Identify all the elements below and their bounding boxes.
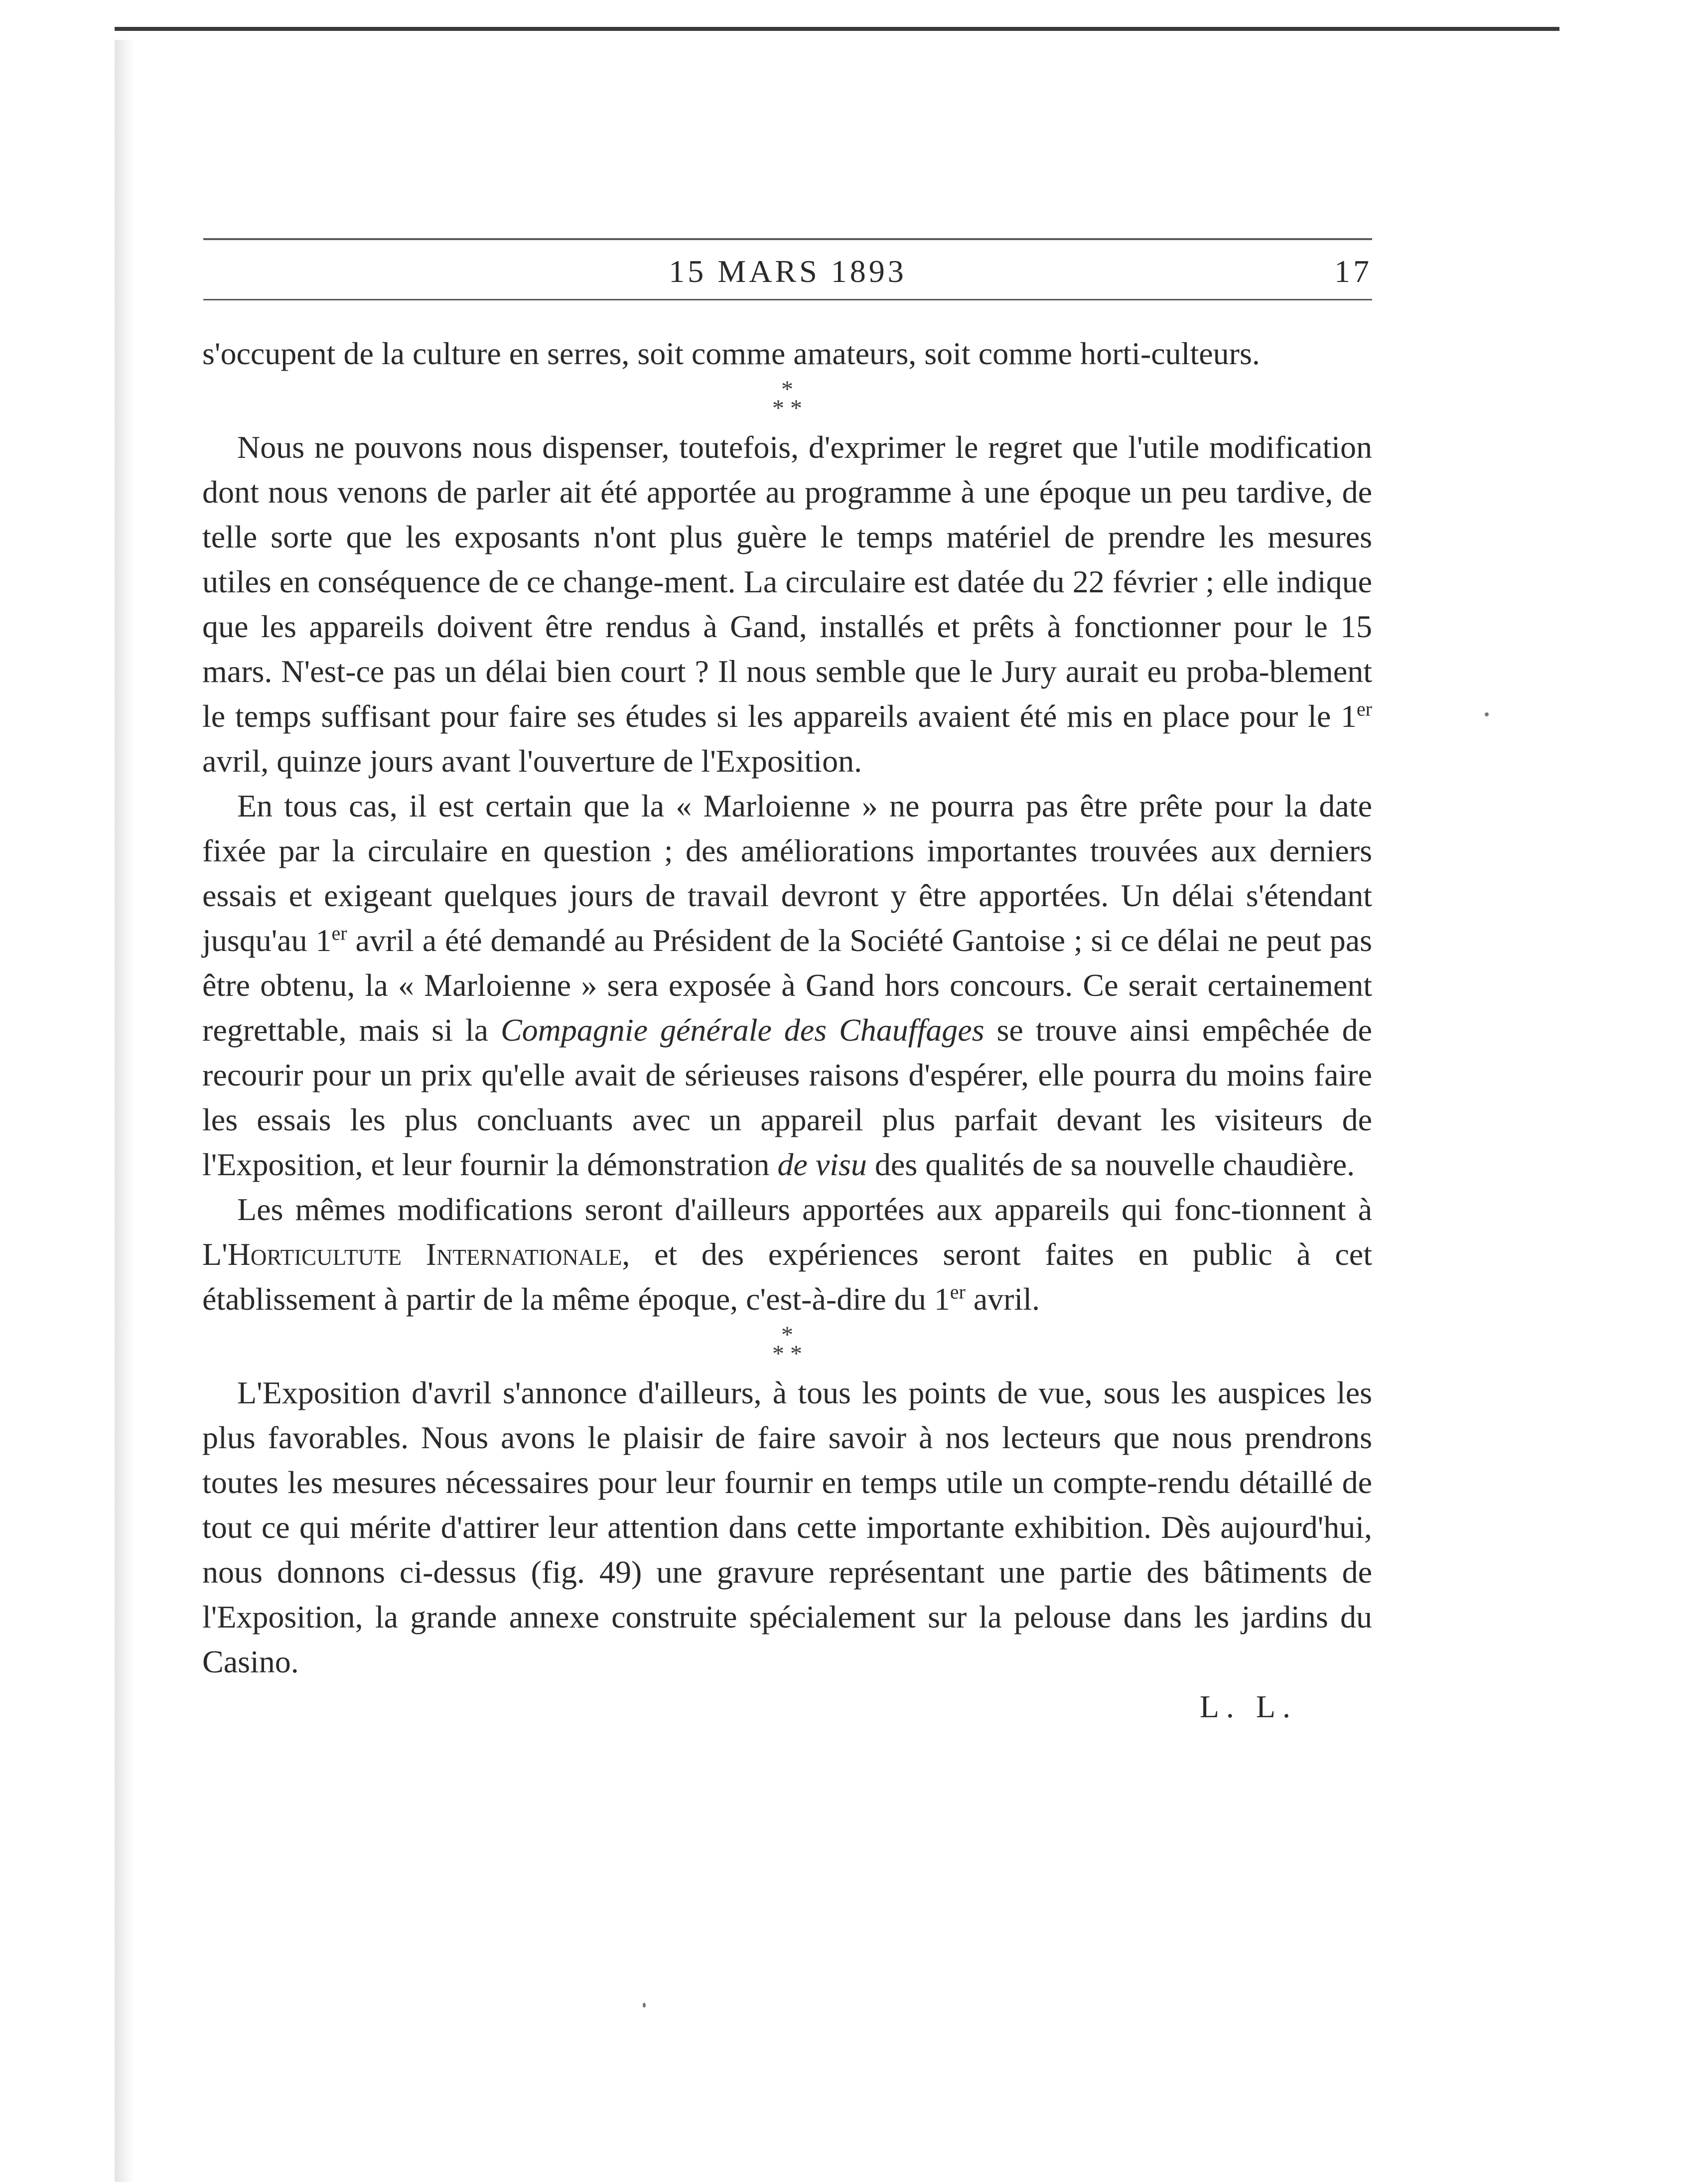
running-header (203, 249, 1372, 294)
asterism-2: * * * (772, 1322, 802, 1367)
article-body (202, 331, 1372, 1729)
paragraph-4: Les mêmes modifications seront d'ailleurs apportées aux appareils qui fonc-tionnent à L'Horticultute Internationale, et des expériences seront faites en public à cet établissement à partir de la même époque, c'est-à-dire du 1er avril. (202, 1192, 1372, 1317)
header-rule-bottom (203, 299, 1372, 300)
header-rule-top (203, 238, 1372, 240)
scan-shadow (115, 40, 135, 2182)
signature: L. L. (1199, 1689, 1297, 1724)
header-date: 15 MARS 1893 (669, 254, 907, 289)
asterism-1: * * * (772, 376, 802, 421)
page-top-edge (115, 27, 1559, 31)
paragraph-3: En tous cas, il est certain que la « Marloienne » ne pourra pas être prête pour la date fixée par la circulaire en question ; des améliorations importantes trouvées aux derniers essais et exigeant quelques jours de travail devront y être apportées. Un délai s'étendant jusqu'au 1er avril a été demandé au Président de la Société Gantoise ; si ce délai ne peut pas être obtenu, la « Marloienne » sera exposée à Gand hors concours. Ce serait certainement regrettable, mais si la Compagnie générale des Chauffages se trouve ainsi empêchée de recourir pour un prix qu'elle avait de sérieuses raisons d'espérer, elle pourra du moins faire les essais les plus concluants avec un appareil plus parfait devant les visiteurs de l'Exposition, et leur fournir la démonstration de visu des qualités de sa nouvelle chaudière. (202, 788, 1373, 1182)
scan-speck (1485, 712, 1489, 716)
scan-speck (643, 2003, 646, 2008)
page-number: 17 (1334, 254, 1372, 289)
paragraph-1: s'occupent de la culture en serres, soit comme amateurs, soit comme horti-culteurs. (202, 336, 1260, 371)
paragraph-5: L'Exposition d'avril s'annonce d'ailleurs, à tous les points de vue, sous les auspices les plus favorables. Nous avons le plaisir de faire savoir à nos lecteurs que nous prendrons toutes les mesures nécessaires pour leur fournir en temps utile un compte-rendu détaillé de tout ce qui mérite d'attirer leur attention dans cette importante exhibition. Dès aujourd'hui, nous donnons ci-dessus (fig. 49) une gravure représentant une partie des bâtiments de l'Exposition, la grande annexe construite spécialement sur la pelouse dans les jardins du Casino. (202, 1375, 1372, 1679)
company-name: Compagnie générale des Chauffages (500, 1012, 985, 1048)
institution-name: L'Horticultute Internationale (202, 1236, 622, 1272)
paragraph-2: Nous ne pouvons nous dispenser, toutefois, d'exprimer le regret que l'utile modification dont nous venons de parler ait été apportée au programme à une époque un peu tardive, de telle sorte que les exposants n'ont plus guère le temps matériel de prendre les mesures utiles en conséquence de ce change-ment. La circulaire est datée du 22 février ; elle indique que les appareils doivent être rendus à Gand, installés et prêts à fonctionner pour le 15 mars. N'est-ce pas un délai bien court ? Il nous semble que le Jury aurait eu proba-blement le temps suffisant pour faire ses études si les appareils avaient été mis en place pour le 1er avril, quinze jours avant l'ouverture de l'Exposition. (202, 429, 1372, 779)
latin-phrase: de visu (777, 1147, 867, 1182)
